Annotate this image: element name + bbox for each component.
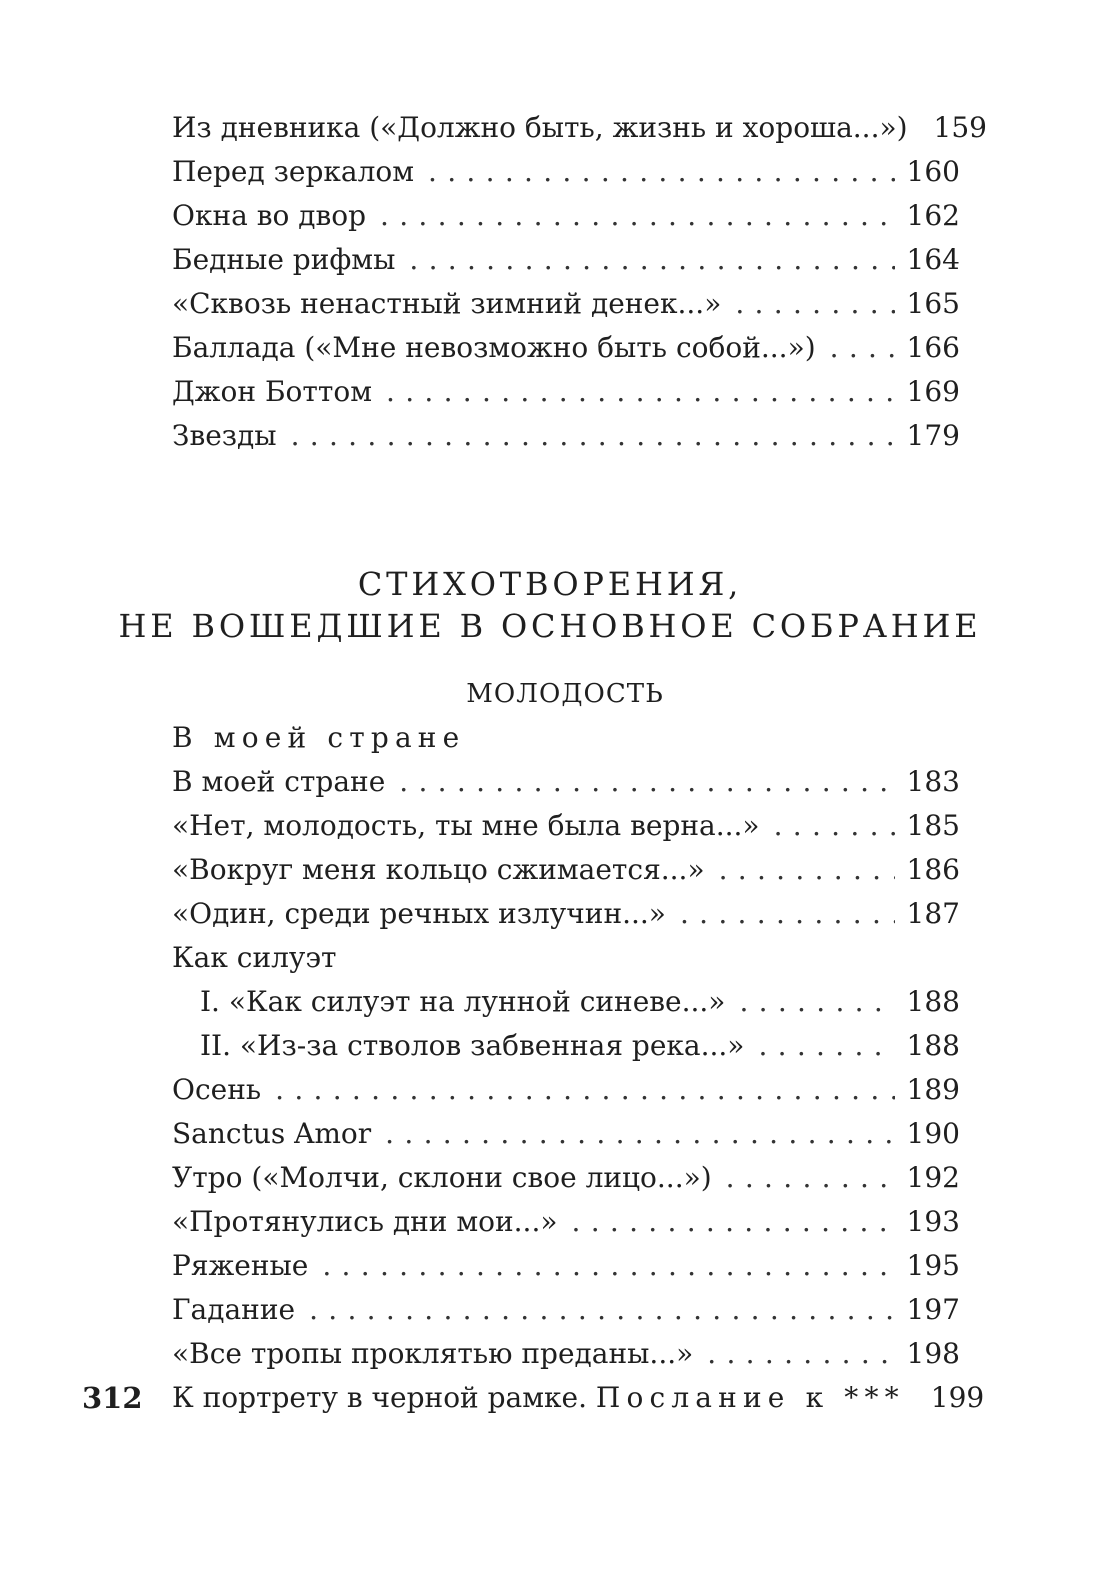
- entry-title: Утро («Молчи, склони свое лицо...»): [172, 1161, 712, 1194]
- entry-title: Звезды: [172, 419, 277, 452]
- dot-leader: [386, 372, 895, 412]
- toc-entry: [172, 894, 960, 934]
- toc-entry: [172, 108, 987, 148]
- entry-page: 187: [906, 897, 960, 930]
- dot-leader: [399, 762, 894, 802]
- entry-title: «Нет, молодость, ты мне была верна...»: [172, 809, 760, 842]
- entry-page: 188: [906, 985, 960, 1018]
- entry-page: 169: [906, 375, 960, 408]
- dot-leader: [291, 416, 895, 456]
- entry-page: 193: [906, 1205, 960, 1238]
- dot-leader: [739, 982, 894, 1022]
- group-heading: В моей стране: [172, 721, 466, 754]
- toc-entry: [172, 806, 960, 846]
- entry-page: 166: [906, 331, 960, 364]
- subsection-title: МОЛОДОСТЬ: [466, 679, 664, 709]
- entry-title: I. «Как силуэт на лунной синеве...»: [200, 985, 726, 1018]
- toc-entry: [172, 196, 960, 236]
- dot-leader: [309, 1290, 894, 1330]
- entry-title: [172, 1378, 905, 1418]
- entry-page: 190: [906, 1117, 960, 1150]
- dot-leader: [380, 196, 895, 236]
- entry-title: Баллада («Мне невозможно быть собой...»): [172, 331, 816, 364]
- entry-title: «Сквозь ненастный зимний денек...»: [172, 287, 722, 320]
- page-number: 312: [82, 1381, 143, 1415]
- entry-title: Гадание: [172, 1293, 296, 1326]
- entry-page: 188: [906, 1029, 960, 1062]
- toc-entry: [172, 1070, 960, 1110]
- toc-entry: [172, 850, 960, 890]
- section-title-line-2: НЕ ВОШЕДШИЕ В ОСНОВНОЕ СОБРАНИЕ: [118, 607, 982, 645]
- toc-entry: [172, 1334, 960, 1374]
- toc-entry: [172, 762, 960, 802]
- dot-leader: [735, 284, 894, 324]
- dot-leader: [707, 1334, 894, 1374]
- entry-page: 165: [906, 287, 960, 320]
- entry-page: 186: [906, 853, 960, 886]
- dot-leader: [322, 1246, 894, 1286]
- toc-entry-last: [172, 1378, 985, 1418]
- entry-title: Ряженые: [172, 1249, 309, 1282]
- entry-title: Осень: [172, 1073, 262, 1106]
- entry-title-main: К портрету в черной рамке.: [172, 1381, 587, 1414]
- toc-entry: [172, 416, 960, 456]
- toc-entry: [172, 328, 960, 368]
- toc-entry: [172, 1290, 960, 1330]
- dot-leader: [726, 1158, 895, 1198]
- entry-title: «Вокруг меня кольцо сжимается...»: [172, 853, 705, 886]
- dot-leader: [275, 1070, 894, 1110]
- entry-page: 197: [906, 1293, 960, 1326]
- entry-title: Sanctus Amor: [172, 1117, 372, 1150]
- entry-page: 159: [933, 111, 987, 144]
- dot-leader: [409, 240, 894, 280]
- section-title-line-1: СТИХОТВОРЕНИЯ,: [357, 565, 743, 603]
- entry-title-spaced: Послание к ***: [595, 1381, 905, 1414]
- toc-entry: [172, 1246, 960, 1286]
- toc-entry: [172, 1114, 960, 1154]
- dot-leader: [774, 806, 895, 846]
- entry-page: 195: [906, 1249, 960, 1282]
- entry-page: 179: [906, 419, 960, 452]
- entry-title: «Протянулись дни мои...»: [172, 1205, 558, 1238]
- toc-entry: [172, 284, 960, 324]
- entry-title: Перед зеркалом: [172, 155, 415, 188]
- entry-title: В моей стране: [172, 765, 386, 798]
- group-heading-silhouette: Как силуэт: [172, 941, 337, 974]
- entry-title: Окна во двор: [172, 199, 367, 232]
- entry-page: 164: [906, 243, 960, 276]
- entry-page: 183: [906, 765, 960, 798]
- entry-page: 199: [930, 1381, 985, 1414]
- toc-entry: [172, 152, 960, 192]
- entry-title: Джон Боттом: [172, 375, 372, 408]
- dot-leader: [428, 152, 895, 192]
- entry-page: 192: [906, 1161, 960, 1194]
- entry-title: «Все тропы проклятью преданы...»: [172, 1337, 694, 1370]
- entry-title: II. «Из-за стволов забвенная река...»: [200, 1029, 745, 1062]
- toc-subentry: [200, 1026, 960, 1066]
- toc-entry: [172, 1202, 960, 1242]
- entry-page: 160: [906, 155, 960, 188]
- toc-entry: [172, 372, 960, 412]
- entry-page: 189: [906, 1073, 960, 1106]
- dot-leader: [830, 328, 895, 368]
- toc-entry: [172, 240, 960, 280]
- entry-page: 162: [906, 199, 960, 232]
- entry-title: Из дневника («Должно быть, жизнь и хороша...»): [172, 111, 908, 144]
- dot-leader: [385, 1114, 894, 1154]
- entry-title: Бедные рифмы: [172, 243, 396, 276]
- dot-leader: [680, 894, 895, 934]
- entry-title: «Один, среди речных излучин...»: [172, 897, 666, 930]
- dot-leader: [758, 1026, 894, 1066]
- dot-leader: [719, 850, 895, 890]
- entry-page: 198: [906, 1337, 960, 1370]
- toc-subentry: [200, 982, 960, 1022]
- entry-page: 185: [906, 809, 960, 842]
- dot-leader: [572, 1202, 895, 1242]
- toc-entry: [172, 1158, 960, 1198]
